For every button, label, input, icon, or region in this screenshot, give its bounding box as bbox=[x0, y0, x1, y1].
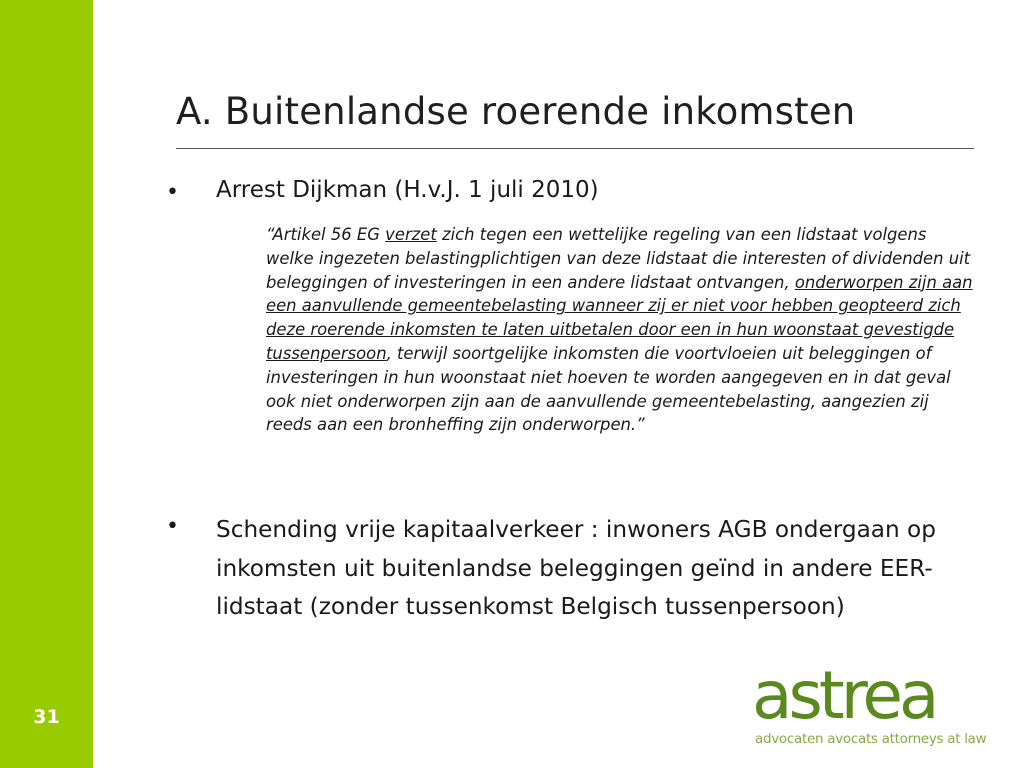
quote-block bbox=[266, 223, 976, 437]
page-number: 31 bbox=[33, 706, 60, 728]
logo-wordmark: astrea bbox=[752, 666, 936, 728]
slide-title: A. Buitenlandse roerende inkomsten bbox=[176, 90, 856, 133]
quote-segment-underlined: verzet bbox=[385, 225, 437, 244]
bullet-text-schending: Schending vrije kapitaalverkeer : inwoners AGB ondergaan op inkomsten uit buitenlandse beleggingen geïnd in andere EER-lidstaat (zonder tussenkomst Belgisch tussenpersoon) bbox=[216, 516, 936, 620]
title-divider bbox=[176, 148, 974, 149]
quote-segment: “Artikel 56 EG bbox=[266, 225, 386, 244]
quote-segment: , terwijl soortgelijke inkomsten die voortvloeien uit beleggingen of investeringen in hun woonstaat niet hoeven te worden aangegeven en in dat geval ook niet onderworpen zijn aan de aanvullende gemeentebelasting, aangezien zij reeds aan een bronheffing zijn onderworpen.” bbox=[266, 343, 951, 435]
accent-side-bar bbox=[0, 0, 93, 768]
quote-segment-underlined: onderworpen zijn aan een aanvullende gemeentebelasting wanneer zij er niet voor hebben geopteerd zich deze roerende inkomsten te laten uitbetalen door een in hun woonstaat gevestigde tussenpersoon bbox=[266, 272, 973, 363]
logo-tagline: advocaten avocats attorneys at law bbox=[755, 731, 987, 747]
bullet-text-arrest: Arrest Dijkman (H.v.J. 1 juli 2010) bbox=[216, 177, 599, 203]
bullet-marker: • bbox=[166, 180, 179, 205]
quote-segment: zich tegen een wettelijke regeling van een lidstaat volgens welke ingezeten belastingplichtigen van deze lidstaat die interesten of dividenden uit beleggingen of investeringen in een andere lidstaat ontvangen, bbox=[266, 225, 971, 292]
bullet-marker: • bbox=[166, 514, 179, 539]
